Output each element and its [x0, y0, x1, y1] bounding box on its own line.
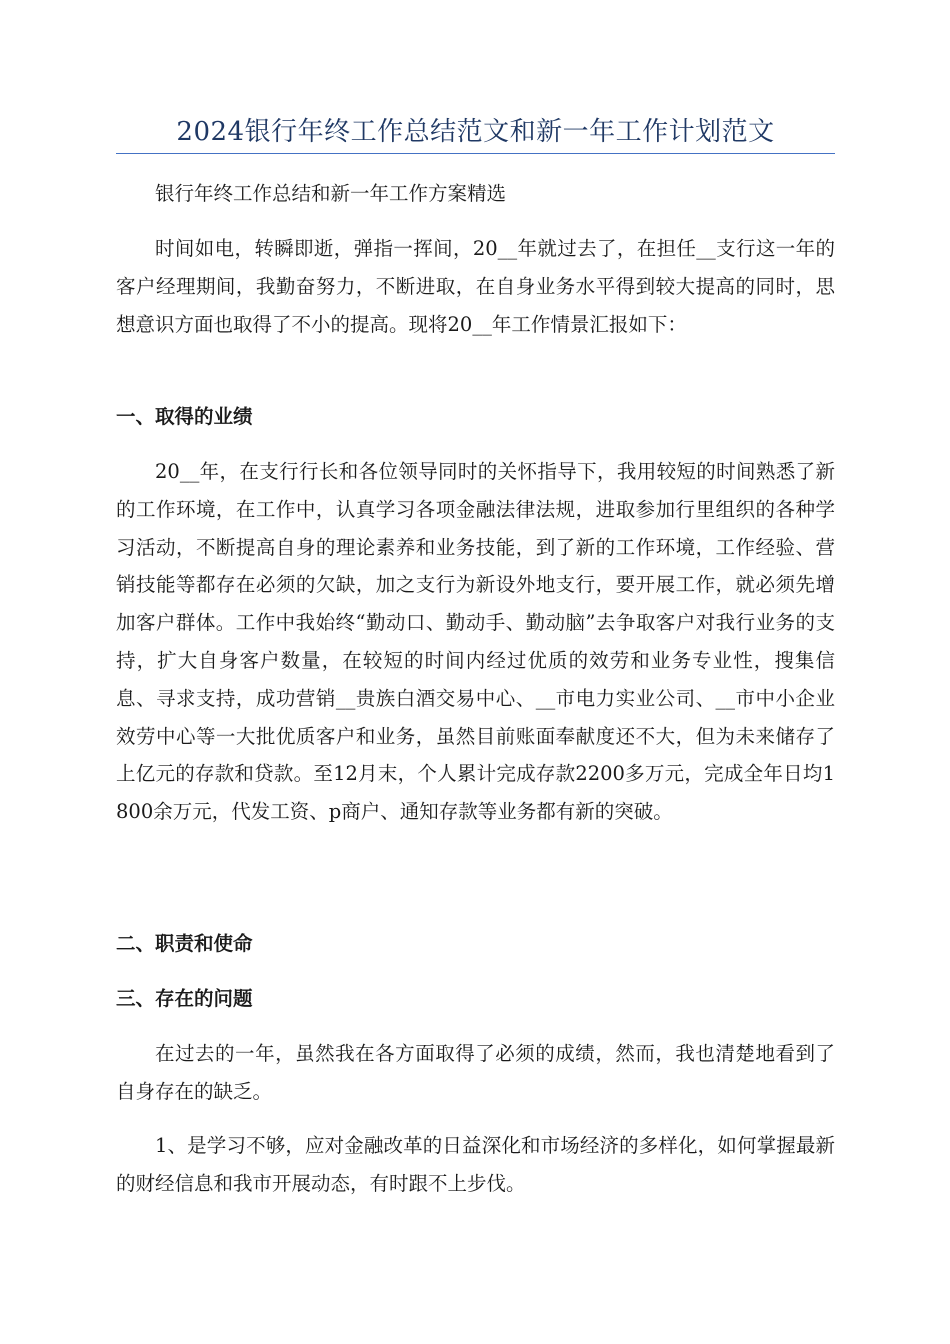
subtitle-paragraph: 银行年终工作总结和新一年工作方案精选 — [155, 182, 507, 205]
section-heading-achievements: 一、取得的业绩 — [116, 405, 253, 428]
section-heading-problems: 三、存在的问题 — [116, 987, 253, 1010]
problem-item-1: 1、是学习不够，应对金融改革的日益深化和市场经济的多样化，如何掌握最新的财经信息和我市开展动态，有时跟不上步伐。 — [116, 1134, 835, 1195]
problems-paragraph: 在过去的一年，虽然我在各方面取得了必须的成绩，然而，我也清楚地看到了自身存在的缺乏。 — [116, 1042, 835, 1103]
title-underline — [116, 153, 835, 154]
intro-paragraph: 时间如电，转瞬即逝，弹指一挥间，20__年就过去了，在担任__支行这一年的客户经理期间，我勤奋努力，不断进取，在自身业务水平得到较大提高的同时，思想意识方面也取得了不小的提高。现将20__年工作情景汇报如下： — [116, 237, 835, 336]
section-heading-duties: 二、职责和使命 — [116, 932, 253, 955]
document-title: 2024银行年终工作总结范文和新一年工作计划范文 — [176, 117, 775, 147]
achievements-paragraph: 20__年，在支行行长和各位领导同时的关怀指导下，我用较短的时间熟悉了新的工作环境，在工作中，认真学习各项金融法律法规，进取参加行里组织的各种学习活动，不断提高自身的理论素养和业务技能，到了新的工作环境，工作经验、营销技能等都存在必须的欠缺，加之支行为新设外地支行，要开展工作，就必须先增加客户群体。工作中我始终“勤动口、勤动手、勤动脑”去争取客户对我行业务的支持，扩大自身客户数量，在较短的时间内经过优质的效劳和业务专业性，搜集信息、寻求支持，成功营销__贵族白酒交易中心、__市电力实业公司、__市中小企业效劳中心等一大批优质客户和业务，虽然目前账面奉献度还不大，但为未来储存了上亿元的存款和贷款。至12月末，个人累计完成存款2200多万元，完成全年日均1800余万元，代发工资、p商户、通知存款等业务都有新的突破。 — [116, 460, 835, 824]
